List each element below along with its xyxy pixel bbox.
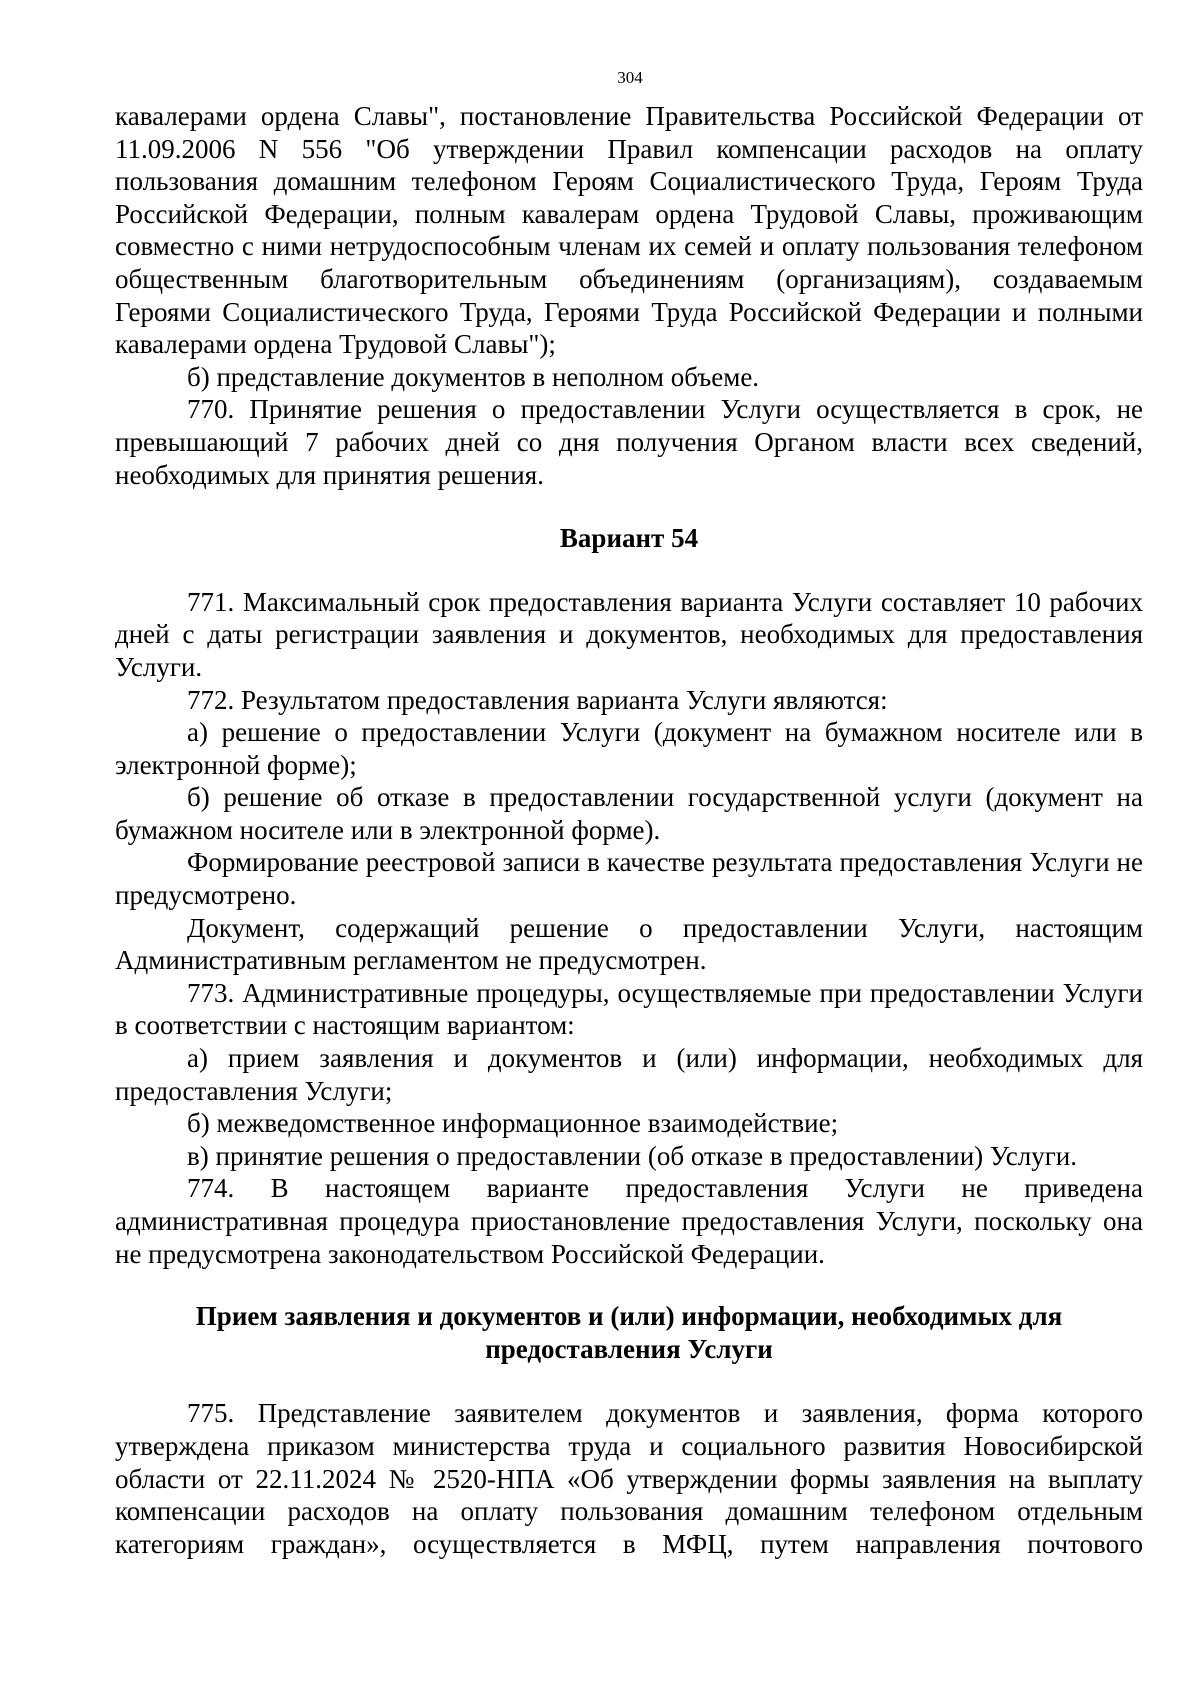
paragraph: а) решение о предоставлении Услуги (документ на бумажном носителе или в электронной форме); [115,717,1143,780]
paragraphs-top [115,100,1143,491]
paragraph: а) прием заявления и документов и (или) информации, необходимых для предоставления Услуги; [115,1043,1143,1106]
paragraph: Формирование реестровой записи в качестве результата предоставления Услуги не предусмотрено. [115,847,1143,911]
paragraph: б) межведомственное информационное взаимодействие; [187,1108,839,1139]
section-heading-line-1: Прием заявления и документов и (или) информации, необходимых для [195,1301,1063,1332]
section-heading-line-2: предоставления Услуги [485,1333,773,1364]
document-body [115,100,1143,1560]
paragraph: в) принятие решения о предоставлении (об отказе в предоставлении) Услуги. [187,1140,1077,1171]
paragraph: 771. Максимальный срок предоставления варианта Услуги составляет 10 рабочих дней с даты регистрации заявления и документов, необходимых для предоставления Услуги. [115,586,1143,682]
page-number: 304 [617,68,643,87]
section-heading-variant: Вариант 54 [559,523,699,554]
paragraph: 774. В настоящем варианте предоставления Услуги не приведена административная процедура приостановление предоставления Услуги, поскольку она не предусмотрена законодательством Российской Федерации. [115,1173,1143,1269]
paragraph: Документ, содержащий решение о предоставлении Услуги, настоящим Административным регламентом не предусмотрен. [115,912,1143,976]
paragraph: 772. Результатом предоставления варианта Услуги являются: [187,684,888,715]
paragraph: 773. Административные процедуры, осуществляемые при предоставлении Услуги в соответствии с настоящим вариантом: [115,977,1143,1041]
paragraphs-middle [115,586,1143,1270]
paragraph: 775. Представление заявителем документов и заявления, форма которого утверждена приказом министерства труда и социального развития Новосибирской области от 22.11.2024 № 2520-НПА «Об утверждении формы заявления на выплату компенсации расходов на оплату пользования домашним телефоном отдельным категориям граждан», осуществляется в МФЦ, путем направления почтового [115,1398,1143,1559]
paragraph: б) представление документов в неполном объеме. [187,361,760,392]
paragraph: б) решение об отказе в предоставлении государственной услуги (документ на бумажном носителе или в электронной форме). [115,782,1143,845]
paragraphs-bottom [115,1397,1143,1560]
paragraph: 770. Принятие решения о предоставлении Услуги осуществляется в срок, не превышающий 7 рабочих дней со дня получения Органом власти всех сведений, необходимых для принятия решения. [115,394,1143,490]
paragraph: кавалерами ордена Славы", постановление Правительства Российской Федерации от 11.09.2006 N 556 "Об утверждении Правил компенсации расходов на оплату пользования домашним телефоном Героям Социалистического Труда, Героям Труда Российской Федерации, полным кавалерам ордена Трудовой Славы, проживающим совместно с ними нетрудоспособным членам их семей и оплату пользования телефоном общественным благотворительным объединениям (организациям), создаваемым Героями Социалистического Труда, Героями Труда Российской Федерации и полными кавалерами ордена Трудовой Славы"); [115,101,1143,360]
